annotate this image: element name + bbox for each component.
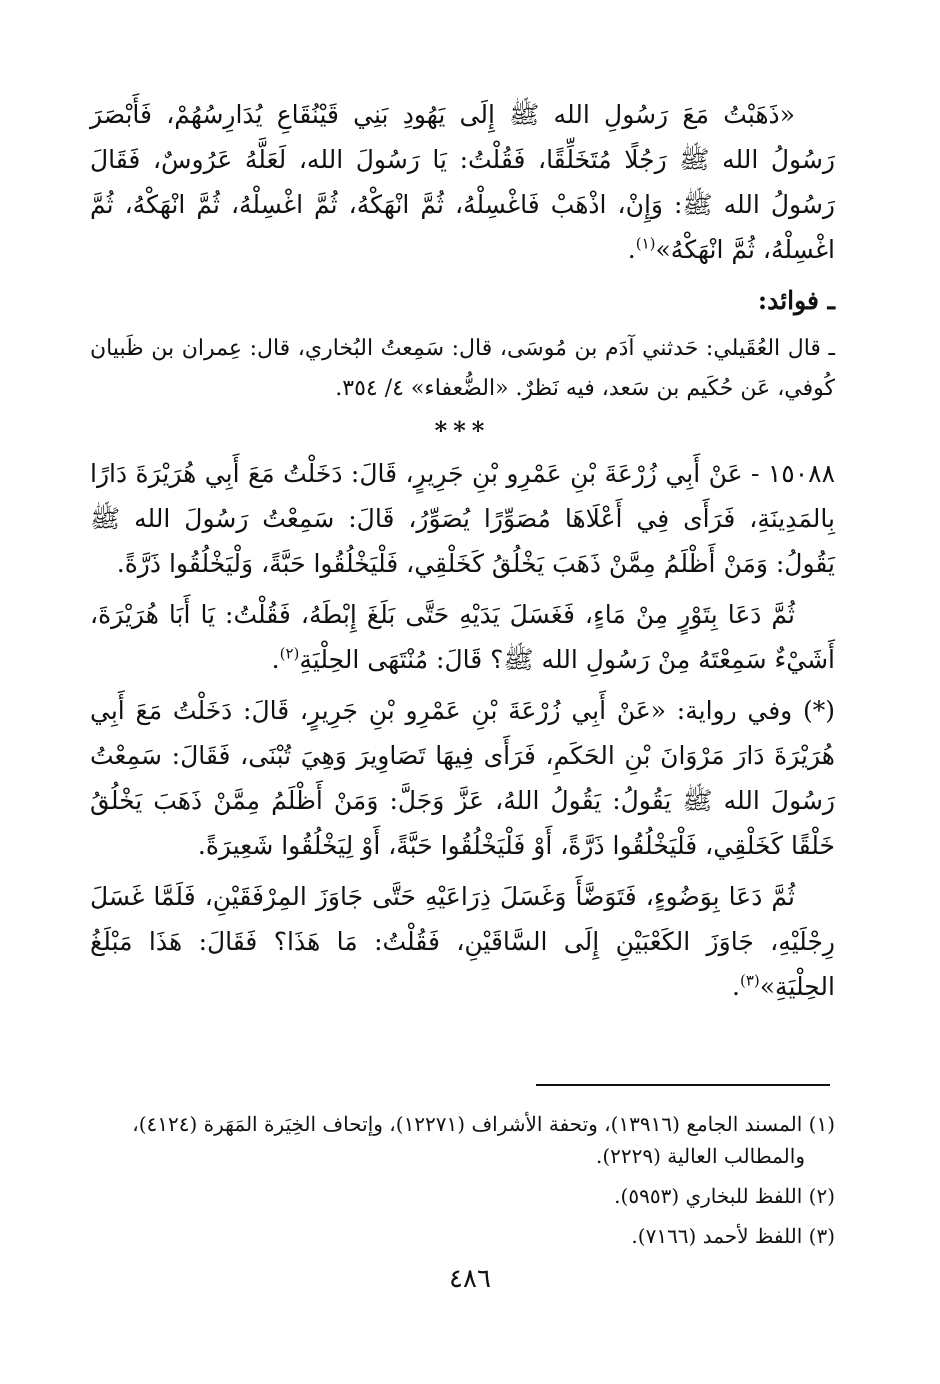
riwaya-continuation: [90, 874, 835, 1009]
footnote-1: [110, 1108, 835, 1172]
fawaid-heading: ـ فوائد:: [757, 286, 835, 315]
hadith-15088-continuation: [90, 592, 835, 682]
main-text: [90, 92, 835, 1009]
hadith-15088: ١٥٠٨٨ - عَنْ أَبِي زُرْعَةَ بْنِ عَمْرِو بْنِ جَرِيرٍ، قَالَ: دَخَلْتُ مَعَ أَبِي هُرَيْرَةَ دَارًا بِالمَدِينَةِ، فَرَأَى فِي أَعْلَاهَا مُصَوِّرًا يُصَوِّرُ، قَالَ: سَمِعْتُ رَسُولَ الله ﷺ يَقُولُ: وَمَنْ أَظْلَمُ مِمَّنْ ذَهَبَ يَخْلُقُ كَخَلْقِي، فَلْيَخْلُقُوا حَبَّةً، وَلْيَخْلُقُوا ذَرَّةً.: [90, 459, 835, 578]
fawaid-text: ـ قال العُقَيلي: حَدثني آدَم بن مُوسَى، قال: سَمِعتُ البُخاري، قال: عِمران بن ظَبيان كُوفي، عَن حُكَيم بن سَعد، فيه نَظرٌ. «الضُّعفاء» ٤/ ٣٥٤.: [90, 336, 835, 401]
hadith-15088-continuation-body: ثُمَّ دَعَا بِتَوْرٍ مِنْ مَاءٍ، فَغَسَلَ يَدَيْهِ حَتَّى بَلَغَ إِبْطَهُ، فَقُلْتُ: يَا أَبَا هُرَيْرَةَ، أَشَيْءٌ سَمِعْتَهُ مِنْ رَسُولِ الله ﷺ؟ قَالَ: مُنْتَهَى الحِلْيَةِ: [90, 600, 835, 674]
riwaya-continuation-body: ثُمَّ دَعَا بِوَضُوءٍ، فَتَوَضَّأَ وَغَسَلَ ذِرَاعَيْهِ حَتَّى جَاوَزَ المِرْفَقَيْنِ، فَلَمَّا غَسَلَ رِجْلَيْهِ، جَاوَزَ الكَعْبَيْنِ إِلَى السَّاقَيْنِ، فَقُلْتُ: مَا هَذَا؟ فَقَالَ: هَذَا مَبْلَغُ الحِلْيَةِ»: [90, 882, 835, 1001]
footnote-divider: [536, 1084, 830, 1086]
hadith-15088-continuation-end: .: [271, 645, 280, 674]
hadith-text-1-end: .: [627, 235, 636, 264]
footnote-ref-3: (٣): [739, 971, 760, 990]
footnotes: [110, 1108, 835, 1260]
footnote-2: (٢) اللفظ للبخاري (٥٩٥٣).: [614, 1184, 835, 1208]
riwaya-continuation-end: .: [732, 972, 740, 1001]
section-separator: ***: [434, 416, 491, 445]
footnote-ref-1: (١): [635, 234, 656, 253]
footnote-1-continuation: والمطالب العالية (٢٢٢٩).: [595, 1144, 805, 1168]
hadith-text-1-body: «ذَهَبْتُ مَعَ رَسُولِ الله ﷺ إِلَى يَهُودِ بَنِي قَيْنُقَاعِ يُدَارِسُهُمْ، فَأَبْصَرَ رَسُولُ الله ﷺ رَجُلًا مُتَخَلِّقًا، فَقُلْتُ: يَا رَسُولَ الله، لَعَلَّهُ عَرُوسٌ، فَقَالَ رَسُولُ الله ﷺ: وَإِنْ، اذْهَبْ فَاغْسِلْهُ، ثُمَّ انْهَكْهُ، ثُمَّ اغْسِلْهُ، ثُمَّ انْهَكْهُ، ثُمَّ اغْسِلْهُ، ثُمَّ انْهَكْهُ»: [90, 100, 835, 264]
riwaya-text: (*) وفي رواية: «عَنْ أَبِي زُرْعَةَ بْنِ عَمْرِو بْنِ جَرِيرٍ، قَالَ: دَخَلْتُ مَعَ أَبِي هُرَيْرَةَ دَارَ مَرْوَانَ بْنِ الحَكَمِ، فَرَأَى فِيهَا تَصَاوِيرَ وَهِيَ تُبْنَى، فَقَالَ: سَمِعْتُ رَسُولَ الله ﷺ يَقُولُ: يَقُولُ اللهُ، عَزَّ وَجَلَّ: وَمَنْ أَظْلَمُ مِمَّنْ ذَهَبَ يَخْلُقُ خَلْقًا كَخَلْقِي، فَلْيَخْلُقُوا ذَرَّةً، أَوْ فَلْيَخْلُقُوا حَبَّةً، أَوْ لِيَخْلُقُوا شَعِيرَةً.: [90, 696, 835, 860]
footnote-3: (٣) اللفظ لأحمد (٧١٦٦).: [631, 1224, 835, 1248]
footnote-ref-2: (٢): [279, 644, 300, 663]
page-number: ٤٨٦: [449, 1264, 491, 1294]
hadith-text-1: [90, 92, 835, 272]
footnote-1-line: (١) المسند الجامع (١٣٩١٦)، وتحفة الأشراف (١٢٢٧١)، وإتحاف الخِيَرة المَهَرة (٤١٢٤)،: [132, 1112, 835, 1136]
